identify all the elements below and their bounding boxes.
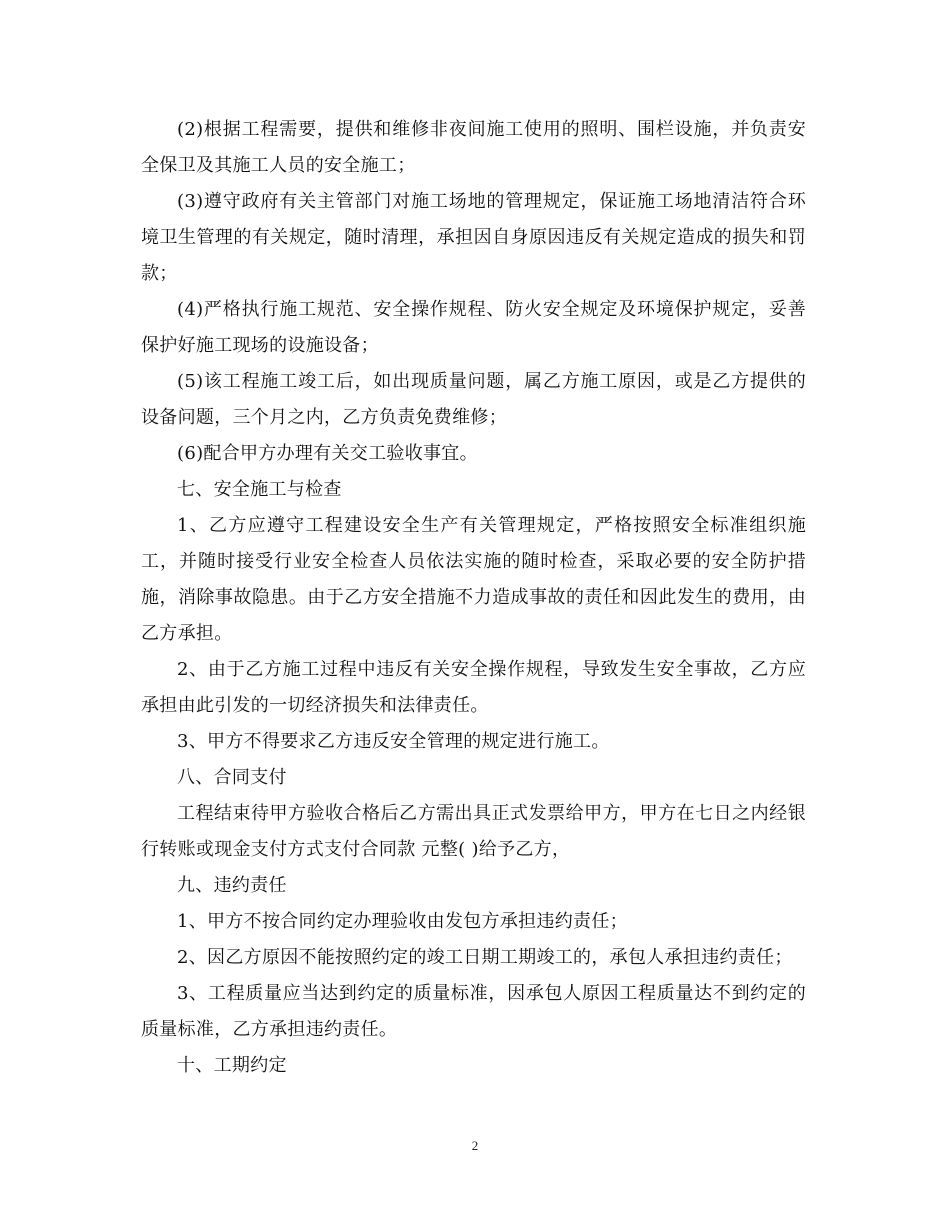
paragraph-safety-3: 3、甲方不得要求乙方违反安全管理的规定进行施工。	[177, 731, 610, 752]
paragraph-clause-6: (6)配合甲方办理有关交工验收事宜。	[177, 443, 478, 464]
section-heading-payment: 八、合同支付	[177, 767, 287, 788]
paragraph-safety-2: 2、由于乙方施工过程中违反有关安全操作规程，导致发生安全事故，乙方应承担由此引发的一切经济损失和法律责任。	[141, 659, 806, 716]
paragraph-liability-3: 3、工程质量应当达到约定的质量标准，因承包人原因工程质量达不到约定的质量标准，乙方承担违约责任。	[141, 983, 806, 1040]
section-heading-schedule: 十、工期约定	[177, 1055, 287, 1076]
paragraph-safety-1: 1、乙方应遵守工程建设安全生产有关管理规定，严格按照安全标准组织施工，并随时接受行业安全检查人员依法实施的随时检查，采取必要的安全防护措施，消除事故隐患。由于乙方安全措施不力造成事故的责任和因此发生的费用，由乙方承担。	[141, 515, 806, 644]
section-heading-liability: 九、违约责任	[177, 875, 287, 896]
paragraph-liability-2: 2、因乙方原因不能按照约定的竣工日期工期竣工的，承包人承担违约责任；	[177, 947, 793, 968]
paragraph-liability-1: 1、甲方不按合同约定办理验收由发包方承担违约责任；	[177, 911, 628, 932]
paragraph-clause-3: (3)遵守政府有关主管部门对施工场地的管理规定，保证施工场地清洁符合环境卫生管理的有关规定，随时清理，承担因自身原因违反有关规定造成的损失和罚款；	[141, 191, 806, 284]
paragraph-clause-4: (4)严格执行施工规范、安全操作规程、防火安全规定及环境保护规定，妥善保护好施工现场的设施设备；	[141, 299, 806, 356]
paragraph-clause-2: (2)根据工程需要，提供和维修非夜间施工使用的照明、围栏设施，并负责安全保卫及其施工人员的安全施工；	[141, 119, 806, 176]
paragraph-clause-5: (5)该工程施工竣工后，如出现质量问题，属乙方施工原因，或是乙方提供的设备问题，三个月之内，乙方负责免费维修；	[141, 371, 806, 428]
paragraph-payment: 工程结束待甲方验收合格后乙方需出具正式发票给甲方，甲方在七日之内经银行转账或现金支付方式支付合同款 元整( )给予乙方，	[141, 803, 806, 860]
page-number: 2	[471, 1138, 479, 1153]
section-heading-safety: 七、安全施工与检查	[177, 479, 342, 500]
document-page	[141, 112, 806, 1084]
